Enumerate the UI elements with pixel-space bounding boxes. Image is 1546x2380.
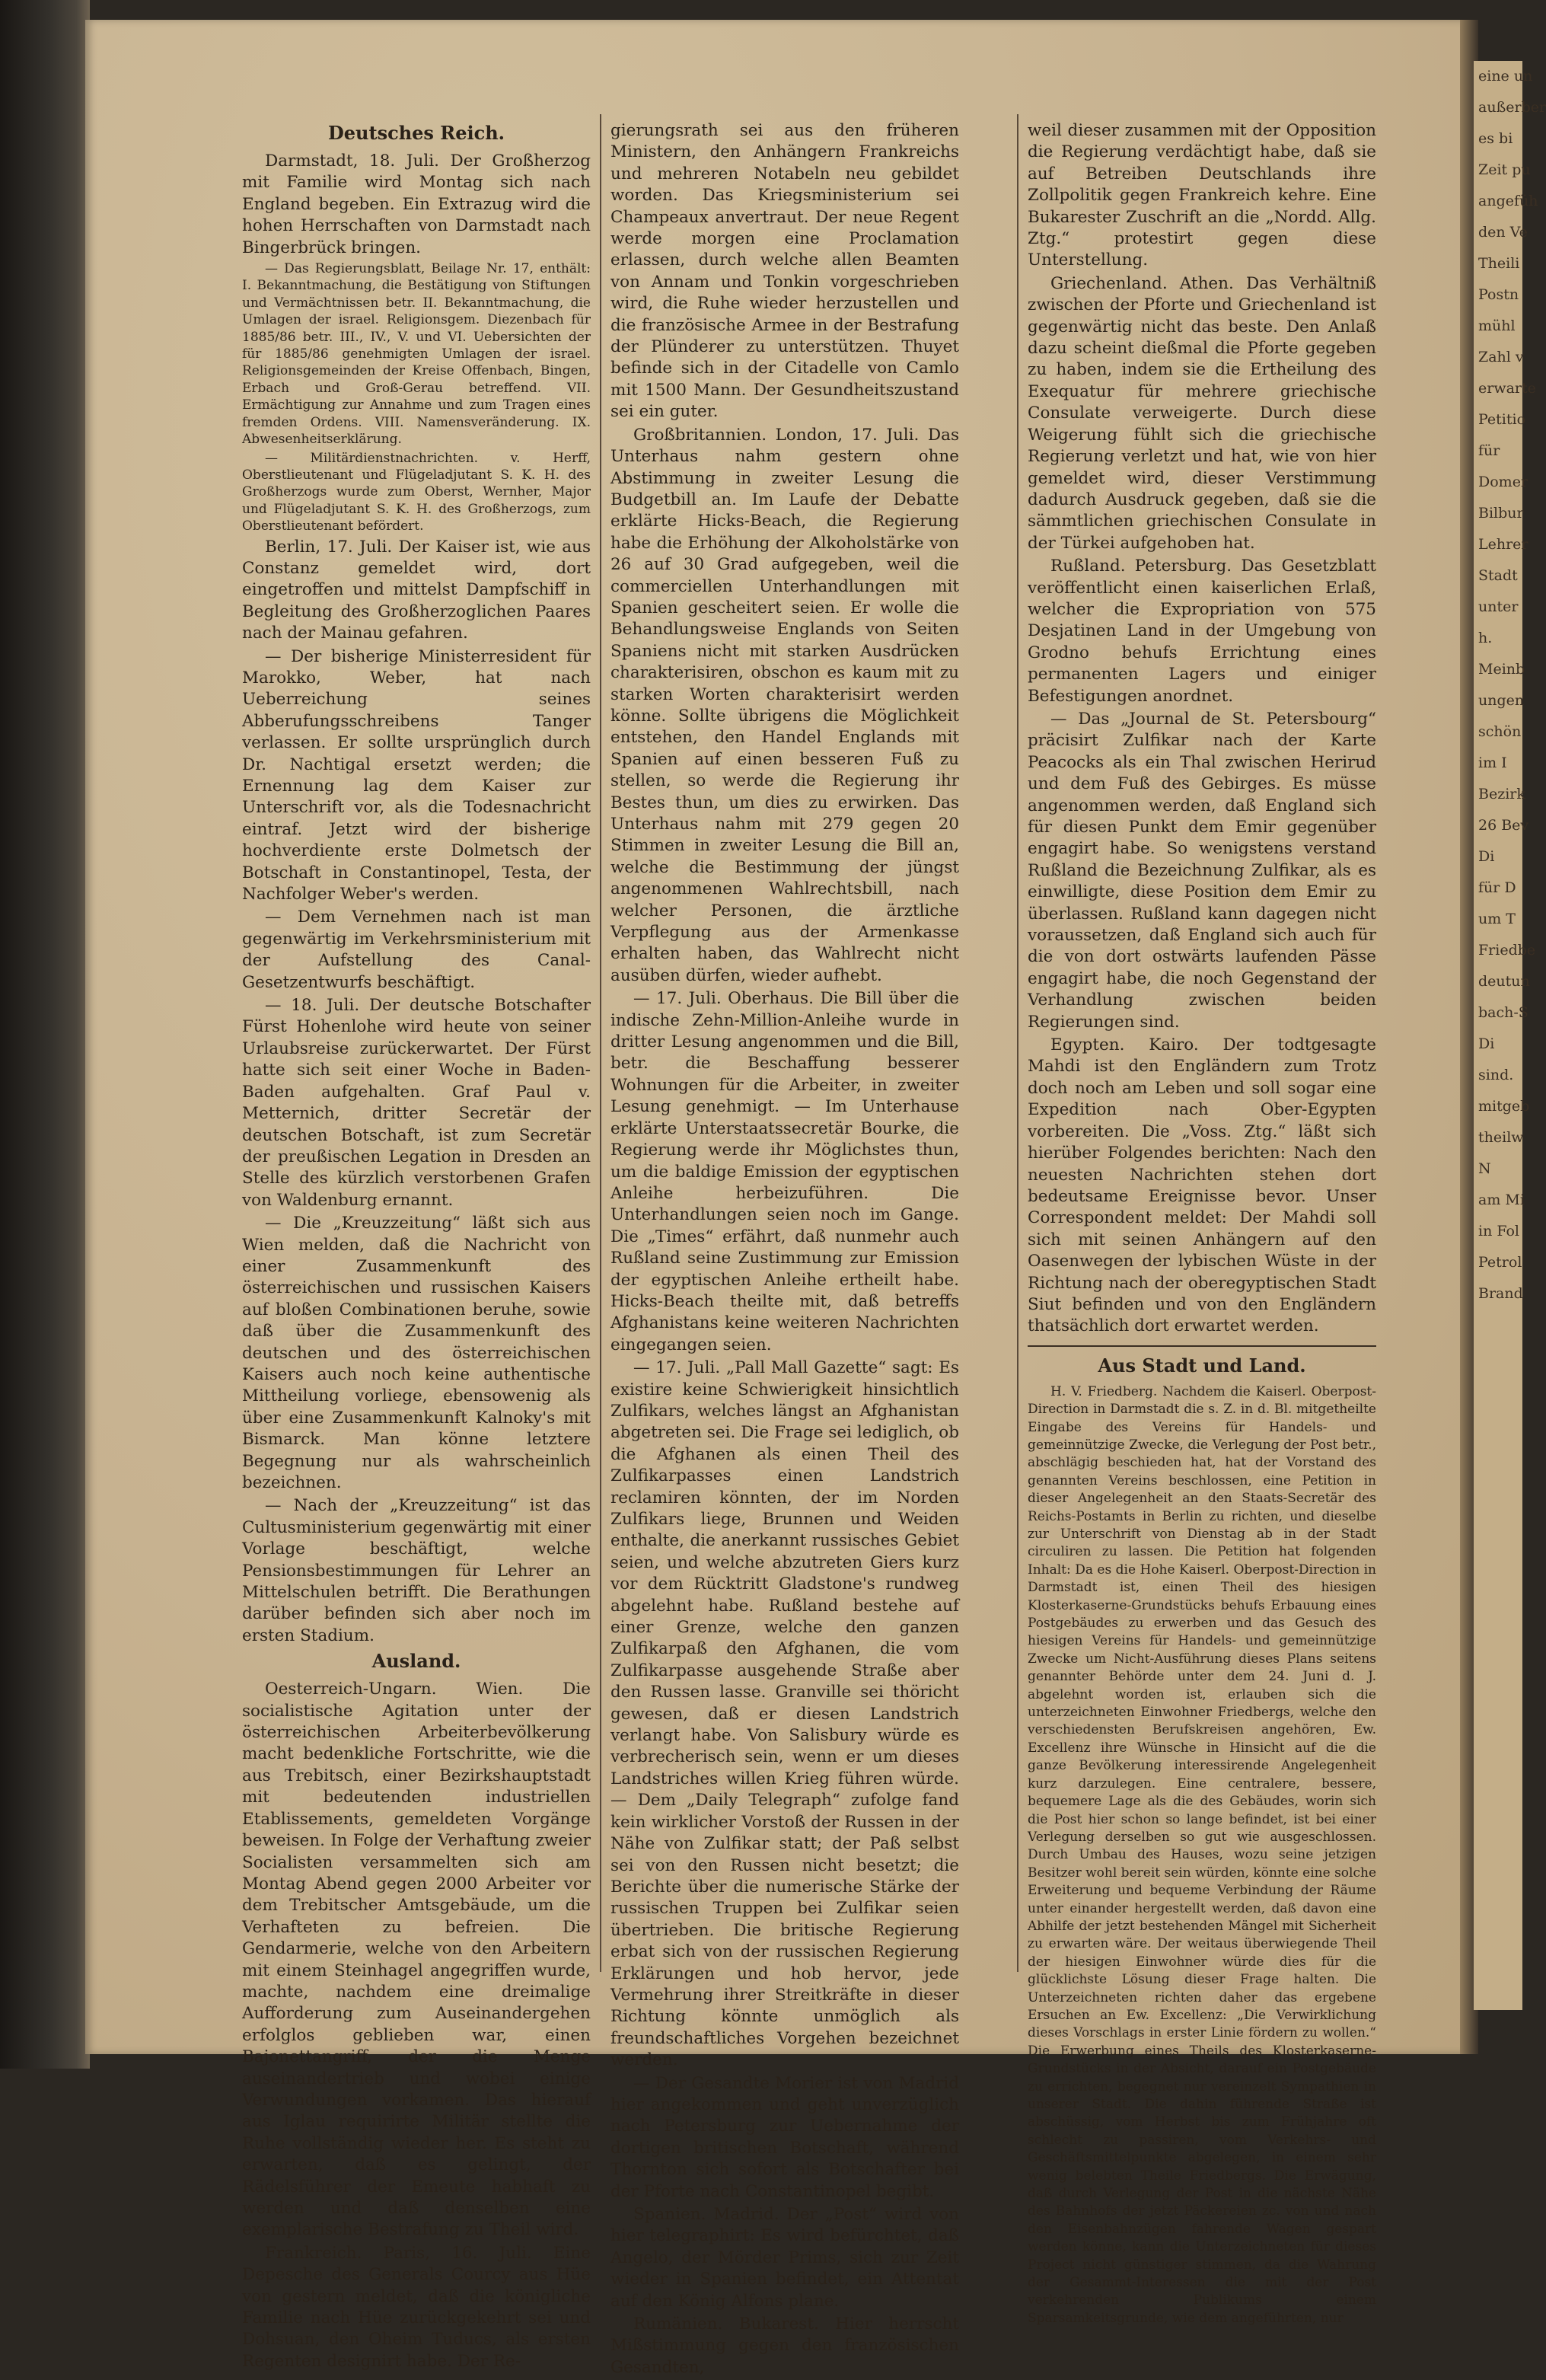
facing-page-text-fragment: N	[1478, 1160, 1491, 1177]
article-paragraph: — Die „Kreuzzeitung“ läßt sich aus Wien melden, daß die Nachricht von einer Zusammenkunft des österreichischen und russischen Kaisers auf bloßen Combinationen beruhe, sowie daß über die Zusammenkunft des deutschen und des österreichischen Kaisers auch noch keine authentische Mittheilung vorliege, ebensowenig als über eine Zusammenkunft Kalnoky's mit Bismarck. Man könne letztere Begegnung nur als wahrscheinlich bezeichnen.	[242, 1214, 591, 1492]
facing-page-text-fragment: Di	[1478, 848, 1495, 865]
facing-page-text-fragment: im I	[1478, 755, 1507, 771]
facing-page-text-fragment: angefüh	[1478, 193, 1538, 209]
facing-page-text-fragment: Theili	[1478, 255, 1520, 272]
facing-page-text-fragment: Stadt	[1478, 567, 1518, 584]
article-paragraph: — Das „Journal de St. Petersbourg“ präcisirt Zulfikar nach der Karte Peacocks als ein Thal zwischen Herirud und dem Fuß des Gebirges. Es müsse angenommen werden, daß England sich für diesen Punkt dem Emir gegenüber engagirt habe. So wenigstens verstand Rußland die Bezeichnung Zulfikar, als es einwilligte, diese Position dem Emir zu überlassen. Rußland kann dagegen nicht voraussetzen, daß England sich auch für die von dort ostwärts laufenden Pässe engagirt habe, die noch Gegenstand der Verhandlung zwischen beiden Regierungen sind.	[1028, 709, 1376, 1032]
article-paragraph: Griechenland. Athen. Das Verhältniß zwischen der Pforte und Griechenland ist gegenwärtig nicht das beste. Den Anlaß dazu scheint dießmal die Pforte gegeben zu haben, indem sie die Ertheilung des Exequatur für mehrere griechische Consulate verweigerte. Durch diese Weigerung fühlt sich die griechische Regierung verletzt und hat, wie von hier gemeldet wird, dieser Verstimmung dadurch Ausdruck gegeben, daß sie die sämmtlichen griechischen Consulate in der Türkei aufgehoben hat.	[1028, 273, 1376, 553]
article-paragraph: — Der Gesandte Morier ist von Madrid hier angekommen und geht unverzüglich nach Petersburg zur Uebernahme der dortigen britischen Botschaft, während Thornton sich sofort als Botschafter bei der Pforte nach Constantinopel begibt.	[610, 2073, 959, 2201]
facing-page-text-fragment: Zeit pu	[1478, 161, 1531, 178]
column-rule	[600, 114, 601, 1972]
right-column	[1028, 120, 1376, 2329]
article-paragraph: — Das Regierungsblatt, Beilage Nr. 17, enthält: I. Bekanntmachung, die Bestätigung von Stiftungen und Vermächtnissen betr. II. Bekanntmachung, die Umlagen der israel. Religionsgem. Diezenbach für 1885/86 betr. III., IV., V. und VI. Uebersichten der für 1885/86 genehmigten Umlagen der israel. Religionsgemeinden der Kreise Offenbach, Bingen, Erbach und Groß-Gerau betreffend. VII. Ermächtigung zur Annahme und zum Tragen eines fremden Ordens. VIII. Namensveränderung. IX. Abwesenheitserklärung.	[242, 261, 591, 448]
middle-column	[610, 120, 959, 2380]
article-paragraph: weil dieser zusammen mit der Opposition die Regierung verdächtigt habe, daß sie auf Betreiben Deutschlands ihre Zollpolitik gegen Frankreich kehre. Eine Bukarester Zuschrift an die „Nordd. Allg. Ztg.“ protestirt gegen diese Unterstellung.	[1028, 121, 1376, 270]
facing-page-text-fragment: um T	[1478, 911, 1516, 927]
facing-page-text-fragment: deutun	[1478, 973, 1530, 990]
facing-page-text-fragment: mitgeb	[1478, 1098, 1530, 1115]
article-paragraph: — Dem Vernehmen nach ist man gegenwärtig im Verkehrsministerium mit der Aufstellung des Canal-Gesetzentwurfs beschäftigt.	[242, 908, 591, 992]
article-paragraph: — Nach der „Kreuzzeitung“ ist das Cultusministerium gegenwärtig mit einer Vorlage beschäftigt, welche Pensionsbestimmungen für Lehrer an Mittelschulen betrifft. Die Berathungen darüber befinden sich aber noch im ersten Stadium.	[242, 1496, 591, 1645]
facing-page-text-fragment: h.	[1478, 630, 1493, 646]
article-paragraph: Rumänien. Bukarest. Hier herrscht Mißstimmung gegen den französischen Gesandten,	[610, 2315, 959, 2377]
facing-page-text-fragment: schön	[1478, 723, 1522, 740]
facing-page-text-fragment: Meinb	[1478, 661, 1525, 678]
facing-page-text-fragment: theilw	[1478, 1129, 1524, 1146]
article-paragraph: — Militärdienstnachrichten. v. Herff, Oberstlieutenant und Flügeladjutant S. K. H. des Großherzogs wurde zum Oberst, Wernher, Major und Flügeladjutant S. K. H. des Großherzogs, zum Oberstlieutenant befördert.	[242, 450, 591, 534]
facing-page-text-fragment: bach-S	[1478, 1004, 1528, 1021]
section-heading-deutsches-reich: Deutsches Reich.	[327, 122, 505, 144]
facing-page-text-fragment: Zahl v	[1478, 349, 1524, 365]
facing-page-text-fragment: Petrol	[1478, 1254, 1522, 1271]
column-rule	[1017, 114, 1018, 1972]
facing-page-text-fragment: mühl	[1478, 317, 1516, 334]
facing-page-text-fragment: am Mi	[1478, 1192, 1525, 1208]
article-paragraph: Spanien. Madrid. Der „Post“ wird von hier telegraphirt: Es wird befürchtet, daß Angelo, der Mörder Prims, sich zur Zeit wieder in Spanien befindet, ein Attentat auf den König Alfons plane.	[610, 2205, 959, 2311]
article-paragraph: Oesterreich-Ungarn. Wien. Die socialistische Agitation unter der österreichischen Arbeiterbevölkerung macht bedenkliche Fortschritte, wie die aus Trebitsch, einer Bezirkshauptstadt mit bedeutenden industriellen Etablissements, gemeldeten Vorgänge beweisen. In Folge der Verhaftung zweier Socialisten versammelten sich am Montag Abend gegen 2000 Arbeiter vor dem Trebitscher Amtsgebäude, um die Verhafteten zu befreien. Die Gendarmerie, welche von den Arbeitern mit einem Steinhagel angegriffen wurde, machte, nachdem eine dreimalige Aufforderung zum Auseinandergehen erfolglos geblieben war, einen Bajonettangriff, der die Menge auseinandertrieb und wobei einige Verwundungen vorkamen. Das hierauf aus Iglau requirirte Militär stellte die Ruhe vollständig wieder her. Es steht zu erwarten, daß es gelingt, der Rädelsführer der Emeute habhaft zu werden und daß denselben eine exemplarische Bestrafung zu Theil wird.	[242, 1680, 591, 2240]
facing-page-text-fragment: Lehrer	[1478, 536, 1528, 553]
article-paragraph: — Der bisherige Ministerresident für Marokko, Weber, hat nach Ueberreichung seines Abberufungsschreibens Tanger verlassen. Er sollte ursprünglich durch Dr. Nachtigal ersetzt werden; die Ernennung lag dem Kaiser zur Unterschrift vor, als die Todesnachricht eintraf. Jetzt wird der bisherige hochverdiente erste Dolmetsch der Botschaft in Constantinopel, Testa, der Nachfolger Weber's werden.	[242, 646, 591, 904]
facing-page-text-fragment: Domer	[1478, 474, 1528, 490]
article-paragraph: Egypten. Kairo. Der todtgesagte Mahdi ist den Engländern zum Trotz doch noch am Leben und soll sogar eine Expedition nach Ober-Egypten vorbereiten. Die „Voss. Ztg.“ läßt sich hierüber Folgendes berichten: Nach den neuesten Nachrichten stehen dort bedeutsame Ereignisse bevor. Unser Correspondent meldet: Der Mahdi soll sich mit seinen Anhängern auf den Oasenwegen der lybischen Wüste in der Richtung nach der oberegyptischen Stadt Siut befinden und von den Engländern thatsächlich dort erwartet werden.	[1028, 1035, 1376, 1336]
facing-page-text-fragment: ungen	[1478, 692, 1525, 709]
facing-page-text-fragment: für	[1478, 442, 1500, 459]
book-binding	[0, 0, 90, 2069]
article-paragraph: Frankreich. Paris, 16. Juli. Eine Depesche des Generals Courcy aus Hüe von gestern meldet, daß die königliche Familie nach Hüe zurückgekehrt sei und Dohsuan, den Oheim Tuducs, als ersten Regenten designirt habe. Der Re-	[242, 2243, 591, 2371]
article-paragraph: — 18. Juli. Der deutsche Botschafter Fürst Hohenlohe wird heute von seiner Urlaubsreise zurückerwartet. Der Fürst hatte sich seit einer Woche in Baden-Baden aufgehalten. Graf Paul v. Metternich, dritter Secretär der deutschen Botschaft, ist zum Secretär der preußischen Legation in Dresden an Stelle des kürzlich verstorbenen Grafen von Waldenburg ernannt.	[242, 996, 591, 1210]
facing-page-text-fragment: Bezirk	[1478, 786, 1525, 802]
article-paragraph: Rußland. Petersburg. Das Gesetzblatt veröffentlicht einen kaiserlichen Erlaß, welcher die Expropriation von 575 Desjatinen Land in der Umgebung von Grodno behufs Errichtung eines permanenten Lagers und einiger Befestigungen anordnet.	[1028, 557, 1376, 706]
facing-page-text-fragment: Postn	[1478, 286, 1519, 303]
facing-page-text-fragment: für D	[1478, 879, 1516, 896]
article-paragraph: Großbritannien. London, 17. Juli. Das Unterhaus nahm gestern ohne Abstimmung in zweiter Lesung die Budgetbill an. Im Laufe der Debatte erklärte Hicks-Beach, die Regierung habe die Erhöhung der Alkoholstärke von 26 auf 30 Grad aufgegeben, weil die commerciellen Unterhandlungen mit Spanien gescheitert seien. Er wolle die Behandlungsweise Englands von Seiten Spaniens nicht mit starken Ausdrücken charakterisiren, obschon es kaum mit zu starken Worten charakterisirt werden könne. Sollte übrigens die Möglichkeit entstehen, den Handel Englands mit Spanien auf einen besseren Fuß zu stellen, so werde die Regierung ihr Bestes thun, um dies zu erwirken. Das Unterhaus nahm mit 279 gegen 20 Stimmen in zweiter Lesung die Bill an, welche die Bestimmung der jüngst angenommenen Wahlrechtsbill, nach welcher Personen, die ärztliche Verpflegung aus der Armenkasse erhalten haben, das Wahlrecht nicht ausüben dürfen, wieder aufhebt.	[610, 425, 959, 985]
facing-page-text-fragment: es bi	[1478, 130, 1513, 147]
facing-page-text-fragment: erwarte	[1478, 380, 1536, 397]
facing-page-text-fragment: Brand	[1478, 1285, 1523, 1302]
facing-page-text-fragment: sind.	[1478, 1067, 1514, 1083]
facing-page-text-fragment: den Ve	[1478, 224, 1528, 241]
section-separator	[1028, 1345, 1376, 1347]
facing-page-text-fragment: Petitio	[1478, 411, 1526, 428]
left-column	[242, 120, 591, 2374]
facing-page-fragment	[1474, 61, 1546, 2010]
article-paragraph: gierungsrath sei aus den früheren Ministern, den Anhängern Frankreichs und mehreren Notabeln neu gebildet worden. Das Kriegsministerium sei Champeaux anvertraut. Der neue Regent werde morgen eine Proclamation erlassen, durch welche allen Beamten von Annam und Tonkin vorgeschrieben wird, die Ruhe wieder herzustellen und die französische Armee in der Bestrafung der Plünderer zu unterstützen. Thuyet befinde sich in der Citadelle von Camlo mit 1500 Mann. Der Gesundheitszustand sei ein guter.	[610, 121, 959, 422]
article-paragraph: — 17. Juli. „Pall Mall Gazette“ sagt: Es existire keine Schwierigkeit hinsichtlich Zulfikars, welches längst an Afghanistan abgetreten sei. Die Frage sei lediglich, ob die Afghanen als einen Theil des Zulfikarpasses einen Landstrich reclamiren könnten, der im Norden Zulfikars liege, Brunnen und Weiden enthalte, die anerkannt russisches Gebiet seien, und welche abzutreten Giers kurz vor dem Rücktritt Gladstone's rundweg abgelehnt habe. Rußland bestehe auf einer Grenze, welche den ganzen Zulfikarpaß den Afghanen, die vom Zulfikarpasse ausgehende Straße aber den Russen lasse. Granville sei thöricht gewesen, daß er diesen Landstrich verlangt habe. Von Salisbury würde es verbrecherisch sein, wenn er um dieses Landstriches willen Krieg führen würde. — Dem „Daily Telegraph“ zufolge fand kein wirklicher Vorstoß der Russen in der Nähe von Zulfikar statt; der Paß selbst sei von den Russen nicht besetzt; die Berichte über die numerische Stärke der russischen Truppen bei Zulfikar seien übertrieben. Die britische Regierung erbat sich von der russischen Regierung Erklärungen und hob hervor, jede Vermehrung ihrer Streitkräfte in dieser Richtung könnte unmöglich als freundschaftliches Vorgehen bezeichnet werden.	[610, 1358, 959, 2070]
facing-page-text-fragment: eine un	[1478, 68, 1533, 85]
section-heading-ausland: Ausland.	[371, 1650, 461, 1673]
article-paragraph: — 17. Juli. Oberhaus. Die Bill über die indische Zehn-Million-Anleihe wurde in dritter Lesung angenommen und die Bill, betr. die Beschaffung besserer Wohnungen für die Arbeiter, in zweiter Lesung genehmigt. — Im Unterhause erklärte Unterstaatssecretär Bourke, die Regierung werde ihr Möglichstes thun, um die baldige Emission der egyptischen Anleihe herbeizuführen. Die Unterhandlungen seien noch im Gange. Die „Times“ erfährt, daß nunmehr auch Rußland seine Zustimmung zur Emission der egyptischen Anleihe ertheilt habe. Hicks-Beach theilte mit, daß betreffs Afghanistans keine weiteren Nachrichten eingegangen seien.	[610, 989, 959, 1354]
facing-page-text-fragment: Friedbe	[1478, 942, 1536, 959]
section-heading-aus-stadt-und-land: Aus Stadt und Land.	[1098, 1354, 1306, 1377]
article-paragraph: Berlin, 17. Juli. Der Kaiser ist, wie aus Constanz gemeldet wird, dort eingetroffen und mittelst Dampfschiff in Begleitung des Großherzoglichen Paares nach der Mainau gefahren.	[242, 537, 591, 643]
facing-page-text-fragment: in Fol	[1478, 1223, 1520, 1239]
article-paragraph: H. V. Friedberg. Nachdem die Kaiserl. Oberpost-Direction in Darmstadt die s. Z. in d. Bl. mitgetheilte Eingabe des Vereins für Handels- und gemeinnützige Zwecke, die Verlegung der Post betr., abschlägig beschieden hat, hat der Vorstand des genannten Vereins beschlossen, eine Petition in dieser Angelegenheit an den Staats-Secretär des Reichs-Postamts in Berlin zu richten, und dieselbe zur Unterschrift von Dienstag ab in der Stadt circuliren zu lassen. Die Petition hat folgenden Inhalt: Da es die Hohe Kaiserl. Oberpost-Direction in Darmstadt ist, einen Theil des hiesigen Klosterkaserne-Grundstücks behufs Erbauung eines Postgebäudes zu erwerben und das Gesuch des hiesigen Vereins für Handels- und gemeinnützige Zwecke um Nicht-Ausführung dieses Plans seitens genannter Behörde unter dem 24. Juni d. J. abgelehnt worden ist, erlauben sich die unterzeichneten Einwohner Friedbergs, welche den verschiedensten Berufskreisen angehören, Ew. Excellenz ihre Wünsche in Hinsicht auf die die ganze Bevölkerung interessirende Angelegenheit kurz darzulegen. Eine centralere, bessere, bequemere Lage als die des Gebäudes, worin sich die Post hier schon so lange befindet, ist bei einer Verlegung derselben so gut wie ausgeschlossen. Durch Umbau des Hauses, wozu seine jetzigen Besitzer wohl bereit sein würden, könnte eine solche Erweiterung und bequeme Verbindung der Räume unter einander hergestellt werden, daß davon eine Abhilfe der jetzt bestehenden Mängel mit Sicherheit zu erwarten wäre. Der weitaus überwiegende Theil der hiesigen Einwohner würde dies für die glücklichste Lösung dieser Frage halten. Die Unterzeichneten richten daher das ergebene Ersuchen an Ew. Excellenz: „Die Verwirklichung dieses Vorschlags in erster Linie fördern zu wollen.“ Die Erwerbung eines Theils des Klosterkaserne-Grundstücks in der Absicht, darauf ein Postgebäude zu errichten, begegnet nur vereinzelt Sympathien in unserer Stadt. Die dahin führende Straße ist abschüssig, vom Herbst bis zum Frühjahre oft schlecht zu passiren, vom Verkehrs- und Geschäftsmittelpunkte abgelegen, in einem sehr wenig belebten Theile Friedbergs. Die Erwägung, daß durch Verlegung der Post in die nächste Nähe des Bahnhofs der jetzt Päckereien zc. von und nach den Eisenbahnzügen fahrende Wagen gespart werden könne, kann die Unterzeichneten für dieses Project nicht günstiger stimmen, da die Wahrung der Gesammt-Interessen die mit der Post verkehrenden Publikums einem Sparsamkeitsgrunde, wie dem angeführten, nur	[1028, 1383, 1376, 2326]
facing-page-text-fragment: außerber	[1478, 99, 1546, 116]
facing-page-text-fragment: Bilbur	[1478, 505, 1524, 522]
facing-page-text-fragment: unter	[1478, 598, 1519, 615]
facing-page-text-fragment: 26 Bev	[1478, 817, 1529, 834]
facing-page-text-fragment: Di	[1478, 1035, 1495, 1052]
article-paragraph: Darmstadt, 18. Juli. Der Großherzog mit Familie wird Montag sich nach England begeben. Ein Extrazug wird die hohen Herrschaften von Darmstadt nach Bingerbrück bringen.	[242, 152, 591, 257]
